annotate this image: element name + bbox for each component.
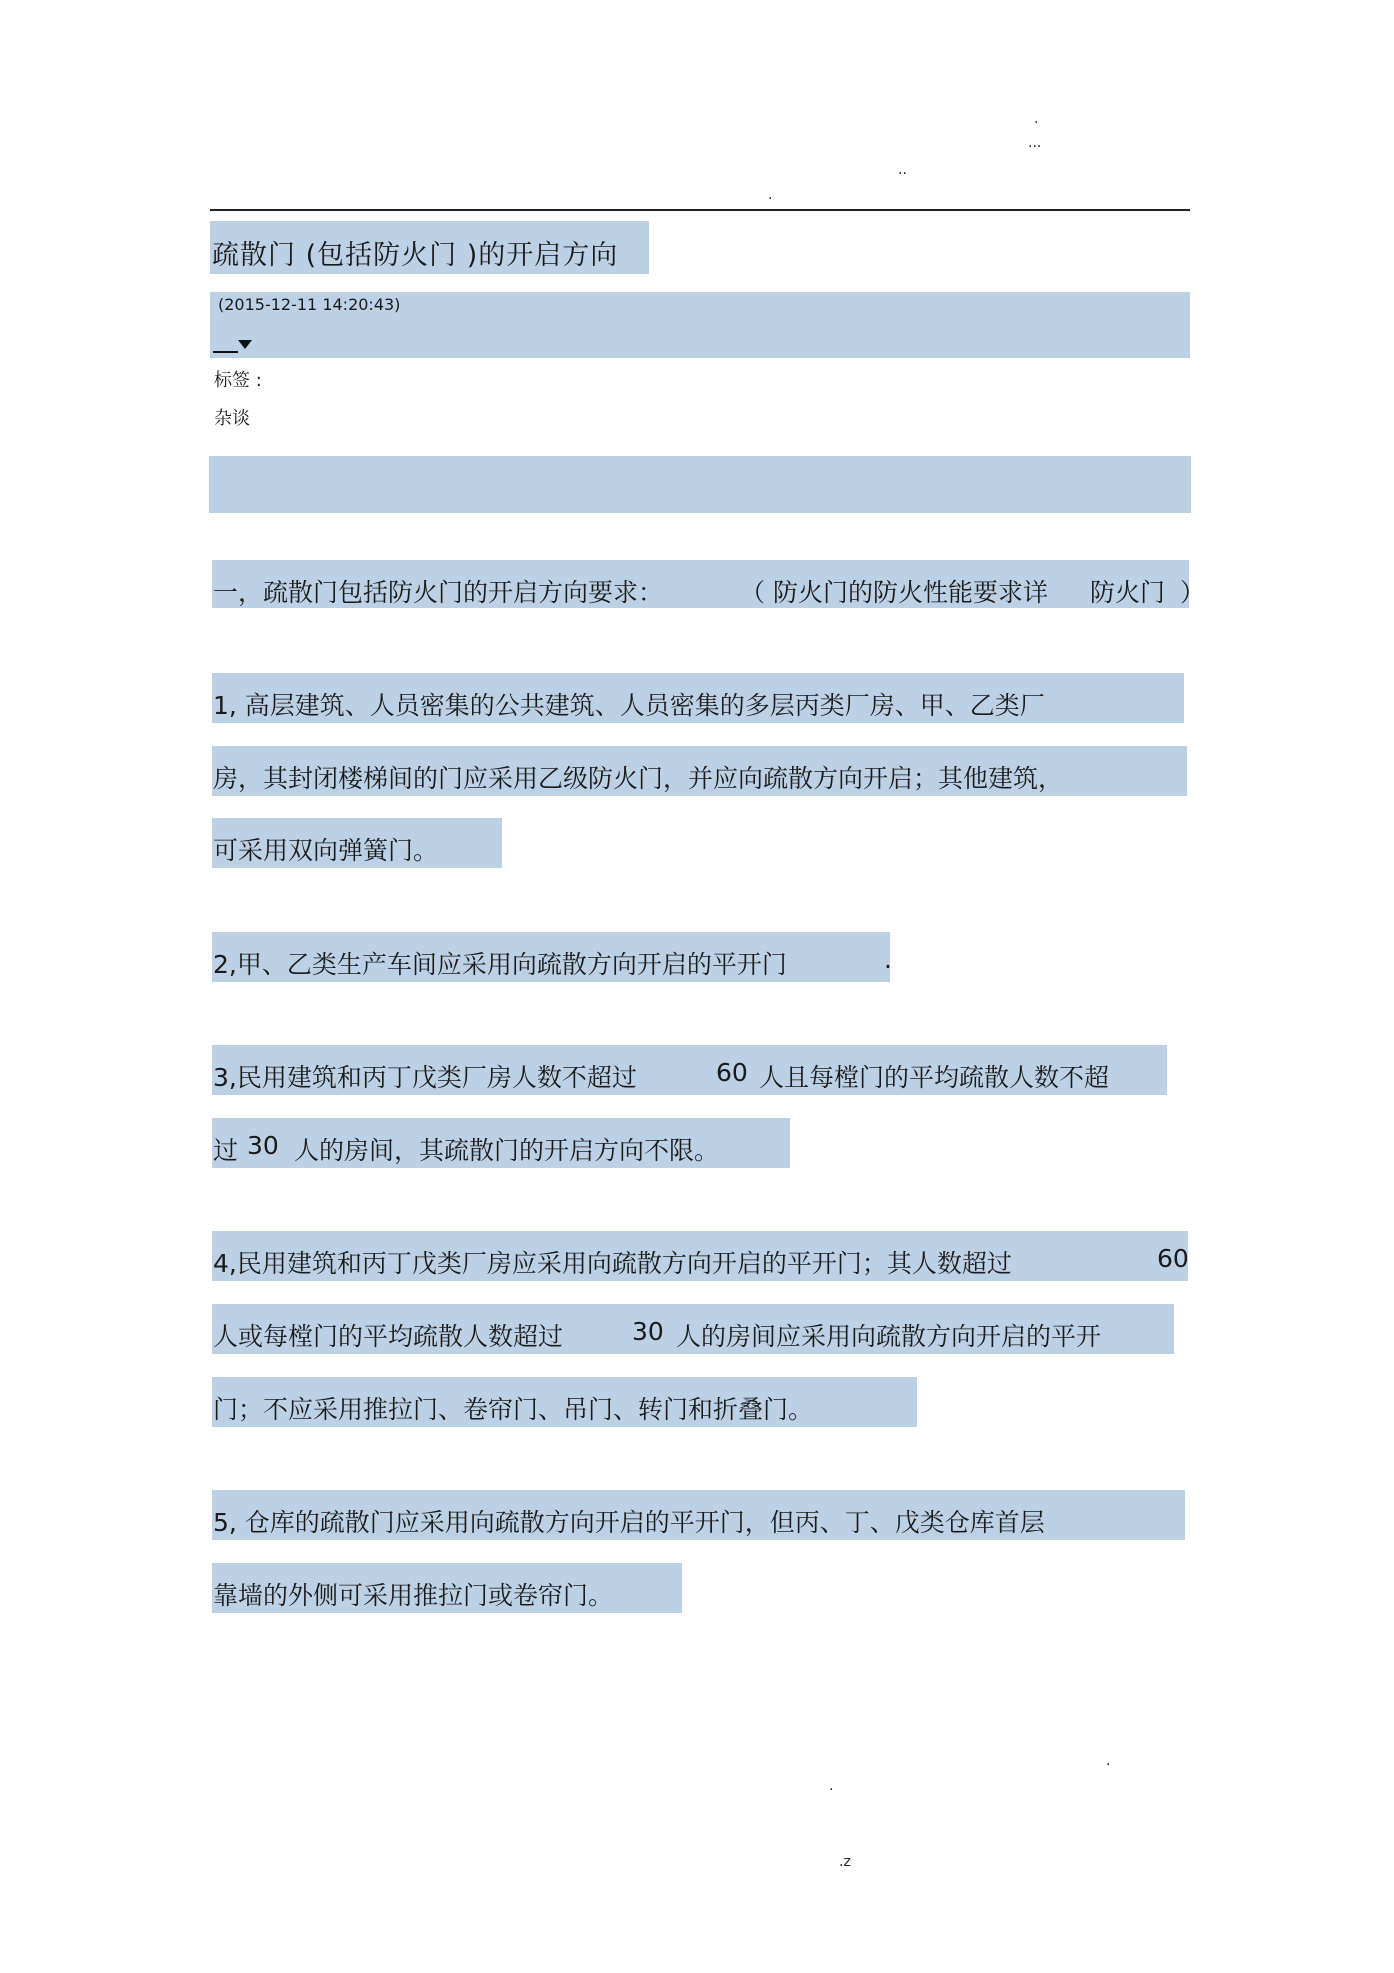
p5-line1: 5, 仓库的疏散门应采用向疏散方向开启的平开门，但丙、丁、戊类仓库首层 xyxy=(213,1508,1045,1537)
p5-line2: 靠墙的外侧可采用推拉门或卷帘门。 xyxy=(213,1581,614,1610)
p2-end: . xyxy=(884,945,892,974)
post-title: 疏散门 (包括防火门 )的开启方向 xyxy=(212,240,619,271)
fire-door-link[interactable]: 防火门 xyxy=(1090,578,1166,607)
p3-line2-a: 过 xyxy=(213,1136,239,1165)
p3-line2-c: 人的房间，其疏散门的开启方向不限。 xyxy=(294,1136,720,1165)
p4-line3: 门；不应采用推拉门、卷帘门、吊门、转门和折叠门。 xyxy=(213,1395,814,1424)
header-mark-3: .. xyxy=(898,162,907,178)
header-mark-2: ... xyxy=(1028,135,1042,151)
tag-link[interactable]: 杂谈 xyxy=(214,408,250,429)
p4-line2-b: 30 xyxy=(632,1317,664,1346)
p4-line1-b: 60 xyxy=(1157,1244,1189,1273)
p1-line1: 1, 高层建筑、人员密集的公共建筑、人员密集的多层丙类厂房、甲、乙类厂 xyxy=(213,691,1045,720)
p3-line1-b: 60 xyxy=(716,1058,748,1087)
p1-line3: 可采用双向弹簧门。 xyxy=(213,836,439,865)
p3-line1-c: 人且每樘门的平均疏散人数不超 xyxy=(759,1063,1110,1092)
p1-line2: 房，其封闭楼梯间的门应采用乙级防火门，并应向疏散方向开启；其他建筑， xyxy=(213,764,1064,793)
p3-line2-b: 30 xyxy=(247,1131,279,1160)
post-timestamp: (2015-12-11 14:20:43) xyxy=(218,295,401,314)
p4-line2-c: 人的房间应采用向疏散方向开启的平开 xyxy=(676,1322,1102,1351)
section-heading: 一，疏散门包括防火门的开启方向要求： xyxy=(213,578,664,607)
footer-mark-3: .z xyxy=(839,1854,851,1870)
heading-note: （ 防火门的防火性能要求详 xyxy=(740,578,1048,607)
footer-mark-2: . xyxy=(829,1778,834,1794)
p3-line1-a: 3,民用建筑和丙丁戊类厂房人数不超过 xyxy=(213,1063,637,1092)
dropdown-underline xyxy=(213,351,238,353)
p4-line2-a: 人或每樘门的平均疏散人数超过 xyxy=(213,1322,564,1351)
p4-line1-a: 4,民用建筑和丙丁戊类厂房应采用向疏散方向开启的平开门；其人数超过 xyxy=(213,1249,1012,1278)
blank-band xyxy=(209,456,1191,513)
dropdown-arrow-icon[interactable] xyxy=(238,340,252,349)
p2-line1: 2,甲、乙类生产车间应采用向疏散方向开启的平开门 xyxy=(213,950,787,979)
tags-label: 标签 : xyxy=(214,370,262,391)
header-rule xyxy=(210,209,1190,211)
header-mark-4: . xyxy=(768,187,773,203)
footer-mark-1: . xyxy=(1106,1753,1111,1769)
header-mark-1: . xyxy=(1034,111,1039,127)
heading-close: ） xyxy=(1180,578,1206,607)
